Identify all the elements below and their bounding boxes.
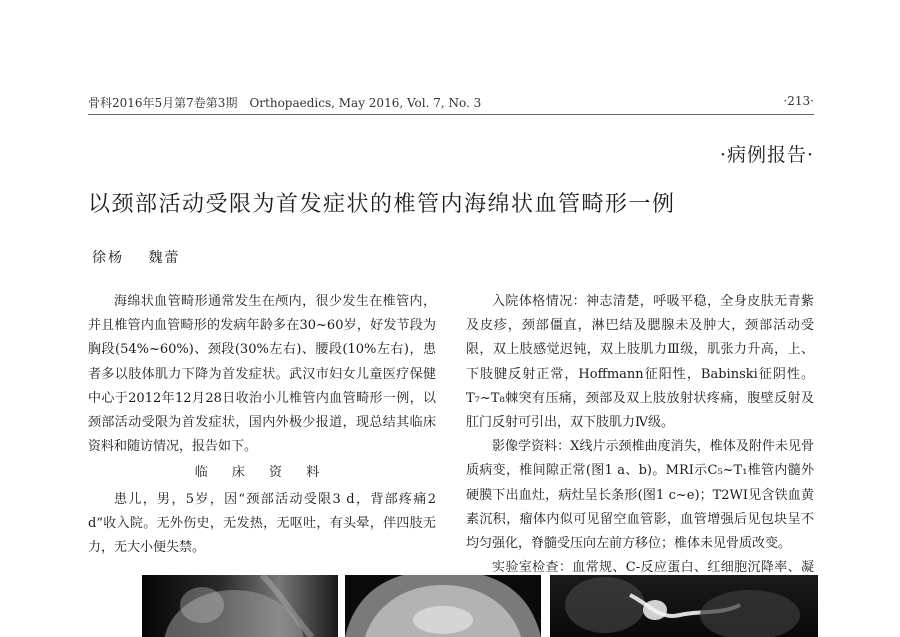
right-column xyxy=(466,290,814,605)
xray-lateral-image xyxy=(142,575,338,637)
author-name: 魏蕾 xyxy=(148,250,181,266)
mri-image xyxy=(550,575,818,637)
figure-strip xyxy=(142,575,818,637)
author-name: 徐杨 xyxy=(92,250,124,266)
intro-paragraph: 海绵状血管畸形通常发生在颅内，很少发生在椎管内，并且椎管内血管畸形的发病年龄多在30~60岁，好发节段为胸段(54%~60%)、颈段(30%左右)、腰段(10%左右)，患者多以肢体肌力下降为首发症状。武汉市妇女儿童医疗保健中心于2012年12月28日收治小儿椎管内血管畸形一例，以颈部活动受限为首发症状，国内外极少报道，现总结其临床资料和随访情况，报告如下。 xyxy=(88,294,436,455)
exam-paragraph: 入院体格情况：神志清楚，呼吸平稳，全身皮肤无青紫及皮疹，颈部僵直，淋巴结及腮腺未及肿大，颈部活动受限，双上肢感觉迟钝，双上肢肌力Ⅲ级，肌张力升高，上、下肢腱反射正常，Hoffmann征阳性，Babinski征阴性。T₇~T₈棘突有压痛，颈部及双上肢放射状疼痛，腹壁反射及肛门反射可引出，双下肢肌力Ⅳ级。 xyxy=(466,294,814,431)
case-paragraph: 患儿，男，5岁，因“颈部活动受限3 d，背部疼痛2 d”收入院。无外伤史，无发热，无呕吐，有头晕，伴四肢无力，无大小便失禁。 xyxy=(88,491,436,556)
page-number: ·213· xyxy=(783,94,814,108)
section-heading: 临 床 资 料 xyxy=(194,465,330,481)
left-column xyxy=(88,290,436,560)
imaging-paragraph: 影像学资料：X线片示颈椎曲度消失，椎体及附件未见骨质病变，椎间隙正常(图1 a、b)。MRI示C₅~T₁椎管内髓外硬膜下出血灶，病灶呈长条形(图1 c~e)；T2WI见含铁血黄素沉积，瘤体内似可见留空血管影，血管增强后见包块呈不均匀强化，脊髓受压向左前方移位；椎体未见骨质改变。 xyxy=(466,439,814,552)
xray-frontal-image xyxy=(345,575,541,637)
author-list xyxy=(92,247,198,267)
section-tag: ·病例报告· xyxy=(719,144,814,166)
running-header xyxy=(88,94,814,115)
article-title: 以颈部活动受限为首发症状的椎管内海绵状血管畸形一例 xyxy=(88,192,676,217)
lab-paragraph: 实验室检查：血常规、C-反应蛋白、红细胞沉降率、凝 xyxy=(492,560,814,576)
journal-citation: 骨科2016年5月第7卷第3期 Orthopaedics, May 2016, Vol. 7, No. 3 xyxy=(88,96,482,110)
